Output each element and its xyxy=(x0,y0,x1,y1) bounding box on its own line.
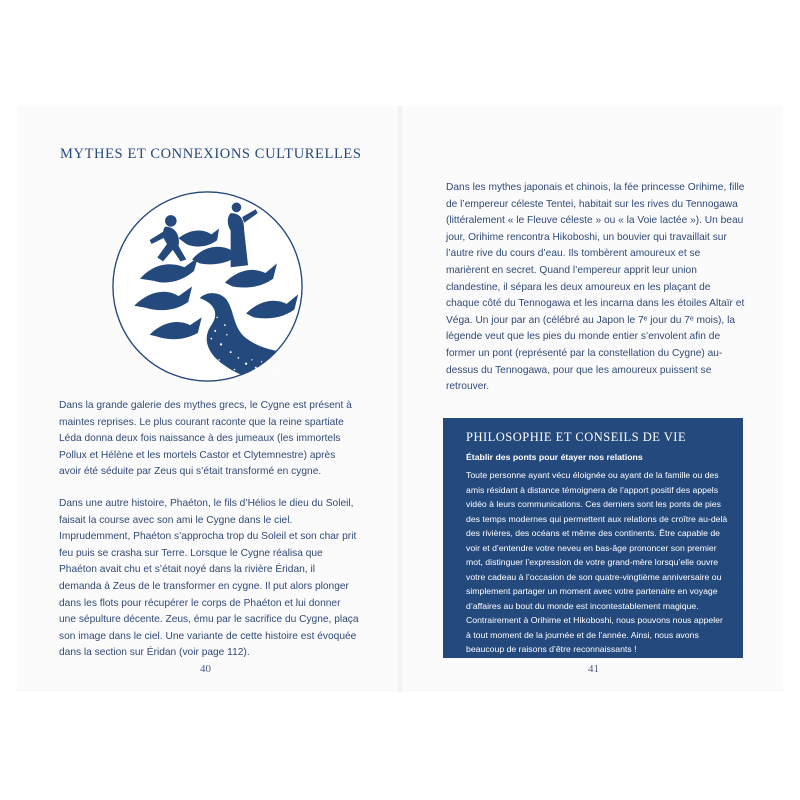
page-number-left: 40 xyxy=(200,663,211,675)
magpie-bridge-illustration-icon xyxy=(111,190,304,383)
box-title: PHILOSOPHIE ET CONSEILS DE VIE xyxy=(466,430,687,444)
page-number-right: 41 xyxy=(588,663,599,675)
left-paragraph-1: Dans la grande galerie des mythes grecs, le Cygne est présent à maintes reprises. Le plus courant raconte que la reine spartiate Léda donna deux fois naissance à des jumeaux (les immortels Pollux et Hélène et les mortels Castor et Clytemnestre) après avoir été séduite par Zeus qui s’était transformé en cygne. xyxy=(59,400,352,478)
section-heading: MYTHES ET CONNEXIONS CULTURELLES xyxy=(60,146,362,162)
right-paragraph-1: Dans les mythes japonais et chinois, la fée princesse Orihime, fille de l’empereur céleste Tentei, habitait sur les rives du Tennogawa (littéralement « le Fleuve céleste » ou « la Voie lactée »). Un beau jour, Orihime rencontra Hikoboshi, un bouvier qui travaillait sur l’autre rive du cours d’eau. Ils tombèrent amoureux et se marièrent en secret. Quand l’empereur apprit leur union clandestine, il sépara les deux amoureux en les plaçant de chaque côté du Tennogawa et les incarna dans les étoiles Altaïr et Véga. Un jour par an (célébré au Japon le 7ᵉ jour du 7ᵉ mois), la légende veut que les pies du monde entier s’envolent afin de former un pont (représenté par la constellation du Cygne) au-dessus du Tennogawa, pour que les amoureux puissent se retrouver. xyxy=(446,182,745,393)
left-paragraph-2: Dans une autre histoire, Phaéton, le fils d’Hélios le dieu du Soleil, faisait la course avec son ami le Cygne dans le ciel. Imprudemment, Phaéton s’approcha trop du Soleil et son char prit feu puis se crasha sur Terre. Lorsque le Cygne réalisa que Phaéton avait chu et s’était noyé dans la rivière Éridan, il demanda à Zeus de le transformer en cygne. Il put alors plonger dans les flots pour récupérer le corps de Phaéton et lui donner une sépulture décente. Zeus, ému par le sacrifice du Cygne, plaça son image dans le ciel. Une variante de cette histoire est évoquée dans la section sur Éridan (voir page 112). xyxy=(59,498,359,659)
box-subtitle: Établir des ponts pour étayer nos relations xyxy=(466,452,643,462)
box-body: Toute personne ayant vécu éloignée ou ayant de la famille ou des amis résidant à distance témoignera de l’apport positif des appels vidéo à leurs communications. Ces derniers sont les ponts de pies des temps modernes qui permettent aux relations de croître au-delà des rivières, des océans et même des continents. Être capable de voir et d’entendre votre neveu en bas-âge prononcer son premier mot, distinguer l’expression de votre grand-mère lorsqu’elle ouvre votre cadeau à l’occasion de son quatre-vingtième anniversaire ou simplement partager un moment avec votre partenaire en voyage d’affaires au bout du monde est incontestablement magique. Contrairement à Orihime et Hikoboshi, nous pouvons nous appeler à tout moment de la journée et de l’année. Ainsi, nous avons beaucoup de raisons d’être reconnaissants ! xyxy=(466,470,728,654)
philosophy-box xyxy=(443,418,743,658)
